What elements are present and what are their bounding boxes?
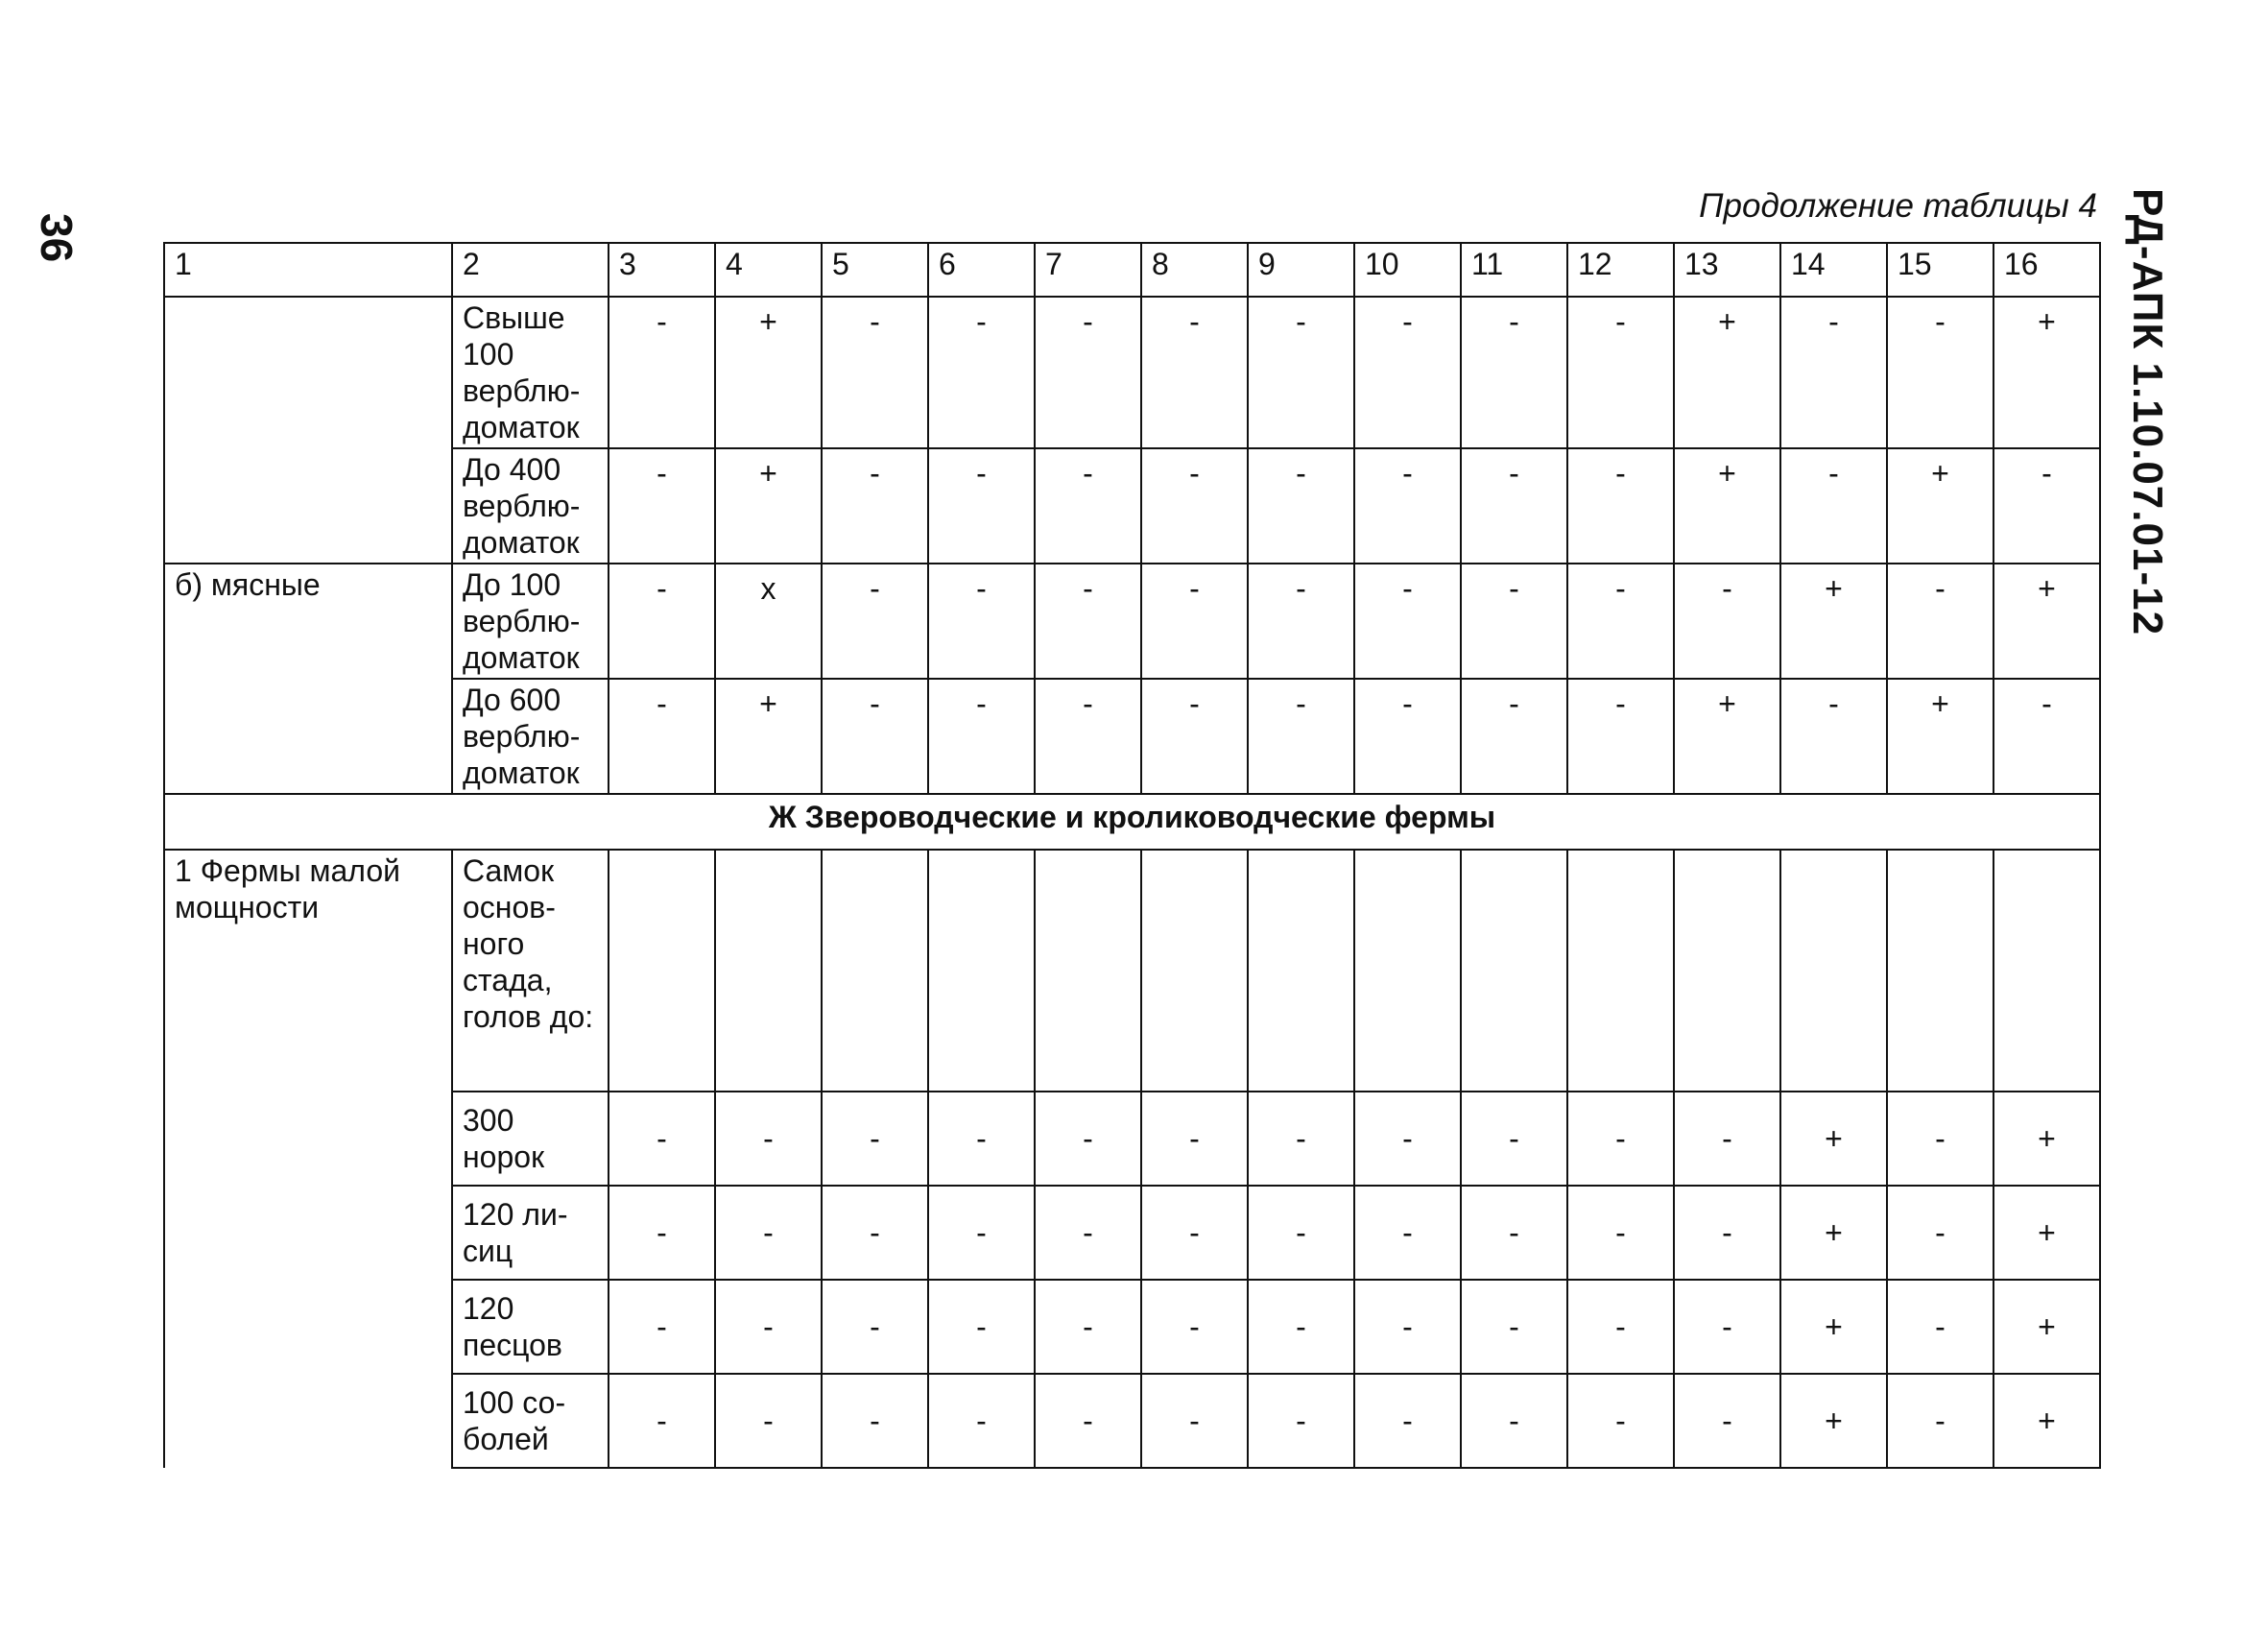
mark-cell: - — [1141, 564, 1248, 679]
row-category-cell: б) мясные — [164, 564, 452, 679]
mark-cell: - — [1141, 448, 1248, 564]
header-cell: 8 — [1141, 243, 1248, 297]
mark-cell: - — [1354, 679, 1461, 794]
mark-cell — [1248, 850, 1354, 1092]
table-row — [164, 564, 2100, 679]
mark-cell: - — [1354, 564, 1461, 679]
mark-cell: - — [1354, 1186, 1461, 1280]
mark-cell: - — [928, 1092, 1035, 1186]
mark-cell: - — [1887, 564, 1993, 679]
mark-cell: + — [1993, 1280, 2100, 1374]
row-capacity-cell: До 400 верблю-доматок — [452, 448, 609, 564]
mark-cell: + — [1780, 1280, 1887, 1374]
mark-cell: - — [1354, 1280, 1461, 1374]
mark-cell: - — [1035, 1374, 1141, 1468]
mark-cell: - — [1567, 564, 1674, 679]
mark-cell: - — [609, 297, 715, 448]
mark-cell: - — [1248, 448, 1354, 564]
mark-cell: - — [1461, 1374, 1567, 1468]
table-row — [164, 1186, 2100, 1280]
mark-cell: - — [1248, 1092, 1354, 1186]
mark-cell — [1461, 850, 1567, 1092]
row-capacity-cell: Свыше 100 верблю-доматок — [452, 297, 609, 448]
header-cell: 6 — [928, 243, 1035, 297]
mark-cell — [715, 850, 822, 1092]
mark-cell: + — [1780, 1092, 1887, 1186]
mark-cell: - — [1248, 564, 1354, 679]
mark-cell: - — [1354, 448, 1461, 564]
header-cell: 10 — [1354, 243, 1461, 297]
mark-cell: - — [822, 448, 928, 564]
mark-cell: - — [1354, 297, 1461, 448]
mark-cell: - — [928, 564, 1035, 679]
mark-cell: - — [928, 297, 1035, 448]
mark-cell: - — [1461, 1092, 1567, 1186]
requirements-table — [163, 242, 2101, 1469]
mark-cell: - — [1674, 1092, 1780, 1186]
mark-cell — [1354, 850, 1461, 1092]
mark-cell: - — [715, 1092, 822, 1186]
mark-cell: - — [715, 1186, 822, 1280]
mark-cell: - — [928, 1186, 1035, 1280]
mark-cell: - — [1887, 297, 1993, 448]
mark-cell: - — [822, 1374, 928, 1468]
mark-cell — [928, 850, 1035, 1092]
mark-cell: - — [1567, 297, 1674, 448]
mark-cell: - — [1035, 679, 1141, 794]
mark-cell: - — [1141, 1374, 1248, 1468]
mark-cell: + — [715, 679, 822, 794]
header-cell: 14 — [1780, 243, 1887, 297]
mark-cell: + — [1887, 679, 1993, 794]
mark-cell: - — [1354, 1092, 1461, 1186]
mark-cell: - — [1141, 297, 1248, 448]
mark-cell — [1887, 850, 1993, 1092]
mark-cell: - — [1035, 1280, 1141, 1374]
mark-cell: + — [1674, 448, 1780, 564]
header-cell: 11 — [1461, 243, 1567, 297]
mark-cell: + — [1887, 448, 1993, 564]
page-number: 36 — [32, 213, 82, 263]
mark-cell: - — [1461, 297, 1567, 448]
mark-cell: - — [822, 1280, 928, 1374]
mark-cell: + — [1780, 1186, 1887, 1280]
mark-cell: - — [1567, 679, 1674, 794]
mark-cell: + — [1993, 1374, 2100, 1468]
row-category-cell — [164, 1092, 452, 1186]
mark-cell: + — [715, 297, 822, 448]
mark-cell: - — [1035, 448, 1141, 564]
table-row — [164, 1374, 2100, 1468]
header-cell: 13 — [1674, 243, 1780, 297]
row-category-cell — [164, 448, 452, 564]
row-capacity-cell: До 600 верблю-доматок — [452, 679, 609, 794]
mark-cell: + — [1993, 564, 2100, 679]
mark-cell: - — [1887, 1280, 1993, 1374]
header-cell: 12 — [1567, 243, 1674, 297]
mark-cell: - — [1035, 564, 1141, 679]
mark-cell: - — [1887, 1186, 1993, 1280]
mark-cell — [1780, 850, 1887, 1092]
row-category-cell — [164, 1374, 452, 1468]
mark-cell: + — [1674, 679, 1780, 794]
row-capacity-cell: До 100 верблю-доматок — [452, 564, 609, 679]
mark-cell: - — [609, 1186, 715, 1280]
mark-cell: - — [1248, 297, 1354, 448]
mark-cell: x — [715, 564, 822, 679]
row-capacity-cell: 100 со-болей — [452, 1374, 609, 1468]
mark-cell: - — [1461, 1186, 1567, 1280]
mark-cell: + — [1993, 297, 2100, 448]
mark-cell: - — [822, 1186, 928, 1280]
mark-cell: - — [822, 564, 928, 679]
mark-cell: - — [609, 1092, 715, 1186]
header-cell: 3 — [609, 243, 715, 297]
header-cell: 16 — [1993, 243, 2100, 297]
header-cell: 4 — [715, 243, 822, 297]
table-row — [164, 679, 2100, 794]
table-row — [164, 297, 2100, 448]
mark-cell: - — [1780, 297, 1887, 448]
document-code: РД-АПК 1.10.07.01-12 — [2124, 188, 2171, 636]
mark-cell: - — [1780, 679, 1887, 794]
mark-cell: + — [715, 448, 822, 564]
mark-cell — [1035, 850, 1141, 1092]
table-row — [164, 448, 2100, 564]
mark-cell: - — [1567, 1374, 1674, 1468]
mark-cell — [1141, 850, 1248, 1092]
mark-cell: - — [609, 1280, 715, 1374]
section-row — [164, 794, 2100, 850]
mark-cell: + — [1993, 1186, 2100, 1280]
row-category-cell — [164, 297, 452, 448]
mark-cell: - — [1141, 679, 1248, 794]
table-header-row — [164, 243, 2100, 297]
mark-cell: - — [1354, 1374, 1461, 1468]
section-title: Ж Звероводческие и кролиководческие фермы — [164, 794, 2100, 850]
mark-cell: - — [928, 448, 1035, 564]
mark-cell: - — [822, 679, 928, 794]
mark-cell — [822, 850, 928, 1092]
mark-cell: - — [1248, 1374, 1354, 1468]
mark-cell: - — [715, 1374, 822, 1468]
row-category-cell — [164, 679, 452, 794]
mark-cell: - — [928, 679, 1035, 794]
mark-cell: - — [928, 1374, 1035, 1468]
mark-cell: - — [1780, 448, 1887, 564]
mark-cell: - — [1035, 1092, 1141, 1186]
mark-cell: + — [1674, 297, 1780, 448]
mark-cell: - — [1461, 448, 1567, 564]
mark-cell: - — [1993, 448, 2100, 564]
mark-cell: - — [1993, 679, 2100, 794]
mark-cell: - — [1567, 1280, 1674, 1374]
mark-cell: - — [1567, 448, 1674, 564]
mark-cell — [1674, 850, 1780, 1092]
header-cell: 2 — [452, 243, 609, 297]
row-category-cell — [164, 1280, 452, 1374]
mark-cell: - — [1461, 564, 1567, 679]
row-capacity-cell: Самок основ-ного стада, голов до: — [452, 850, 609, 1092]
mark-cell: - — [1141, 1280, 1248, 1374]
mark-cell: - — [1887, 1374, 1993, 1468]
mark-cell — [1567, 850, 1674, 1092]
mark-cell: - — [609, 448, 715, 564]
header-cell: 9 — [1248, 243, 1354, 297]
mark-cell: + — [1780, 564, 1887, 679]
mark-cell: - — [1035, 1186, 1141, 1280]
table-row — [164, 850, 2100, 1092]
row-capacity-cell: 300 норок — [452, 1092, 609, 1186]
mark-cell: - — [609, 679, 715, 794]
mark-cell: - — [822, 297, 928, 448]
mark-cell: + — [1780, 1374, 1887, 1468]
table-continuation-caption: Продолжение таблицы 4 — [1699, 187, 2097, 225]
table-row — [164, 1280, 2100, 1374]
mark-cell: - — [1248, 1186, 1354, 1280]
mark-cell: - — [1141, 1092, 1248, 1186]
mark-cell: - — [822, 1092, 928, 1186]
mark-cell: - — [609, 564, 715, 679]
mark-cell: - — [1567, 1092, 1674, 1186]
mark-cell: - — [1887, 1092, 1993, 1186]
mark-cell — [1993, 850, 2100, 1092]
mark-cell: - — [1461, 1280, 1567, 1374]
mark-cell: - — [928, 1280, 1035, 1374]
mark-cell: - — [1248, 1280, 1354, 1374]
mark-cell: + — [1993, 1092, 2100, 1186]
header-cell: 7 — [1035, 243, 1141, 297]
mark-cell: - — [1674, 564, 1780, 679]
mark-cell: - — [1674, 1280, 1780, 1374]
header-cell: 1 — [164, 243, 452, 297]
mark-cell: - — [1141, 1186, 1248, 1280]
mark-cell: - — [1674, 1374, 1780, 1468]
mark-cell: - — [1567, 1186, 1674, 1280]
mark-cell: - — [715, 1280, 822, 1374]
mark-cell: - — [609, 1374, 715, 1468]
table-row — [164, 1092, 2100, 1186]
mark-cell: - — [1248, 679, 1354, 794]
row-category-cell — [164, 1186, 452, 1280]
header-cell: 5 — [822, 243, 928, 297]
row-capacity-cell: 120 ли-сиц — [452, 1186, 609, 1280]
header-cell: 15 — [1887, 243, 1993, 297]
mark-cell: - — [1674, 1186, 1780, 1280]
mark-cell — [609, 850, 715, 1092]
mark-cell: - — [1461, 679, 1567, 794]
row-category-cell: 1 Фермы малой мощности — [164, 850, 452, 1092]
row-capacity-cell: 120 песцов — [452, 1280, 609, 1374]
mark-cell: - — [1035, 297, 1141, 448]
